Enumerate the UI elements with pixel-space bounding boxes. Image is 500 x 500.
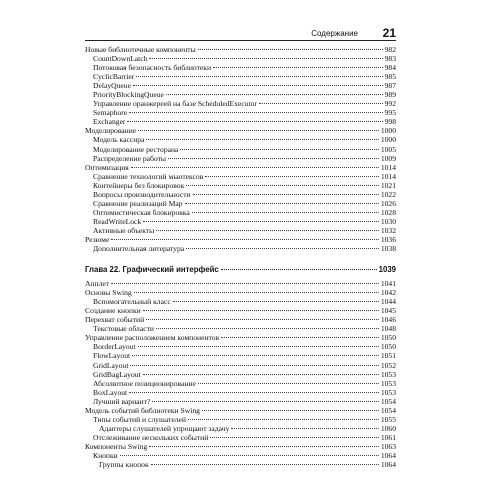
dot-leader — [166, 94, 383, 95]
dot-leader — [152, 401, 379, 402]
toc-entry-page: 1044 — [380, 297, 396, 307]
toc-entry-title: Распределение работы — [93, 153, 167, 163]
chapter-title: Глава 22. Графический интерфейс — [85, 265, 219, 275]
toc-entry-page: 1048 — [380, 324, 396, 334]
toc-entry-page: 989 — [384, 90, 396, 100]
toc-entry-page: 983 — [384, 54, 396, 64]
toc-entry — [85, 324, 396, 333]
dot-leader — [111, 239, 378, 240]
toc-entry-title: Сравнение реализаций Map — [93, 198, 183, 208]
toc-entry — [85, 63, 396, 72]
toc-entry — [85, 208, 396, 217]
dot-leader — [130, 365, 378, 366]
toc-entry-page: 1005 — [380, 144, 396, 154]
toc-entry-page: 1054 — [380, 405, 396, 415]
toc-entry-page: 1022 — [380, 189, 396, 199]
chapter-page: 1039 — [378, 265, 396, 275]
toc-entry-page: 1051 — [380, 351, 396, 361]
dot-leader — [129, 112, 382, 113]
table-of-contents — [85, 45, 396, 469]
toc-entry-title: Дополнительная литература — [93, 244, 185, 254]
toc-entry — [85, 90, 396, 99]
dot-leader — [143, 310, 379, 311]
dot-leader — [151, 464, 379, 465]
dot-leader — [231, 428, 378, 429]
dot-leader — [138, 130, 379, 131]
toc-entry-page: 987 — [384, 81, 396, 91]
toc-entry — [85, 342, 396, 351]
toc-entry — [85, 460, 396, 469]
dot-leader — [136, 76, 382, 77]
toc-entry-title: Активные объекты — [93, 225, 155, 235]
toc-entry-title: GridBagLayout — [93, 369, 141, 379]
toc-entry-page: 1064 — [380, 460, 396, 470]
dot-leader — [210, 437, 379, 438]
toc-entry — [85, 315, 396, 324]
toc-entry-page: 998 — [384, 117, 396, 127]
toc-entry-title: Оптимизация — [85, 162, 129, 172]
toc-entry-title: Вопросы производительности — [93, 189, 191, 199]
toc-entry-title: ReadWriteLock — [93, 216, 142, 226]
toc-entry-page: 1064 — [380, 450, 396, 460]
toc-section-a — [85, 45, 396, 253]
dot-leader — [120, 455, 379, 456]
dot-leader — [198, 383, 379, 384]
toc-entry-title: Компоненты Swing — [85, 441, 148, 451]
dot-leader — [127, 121, 382, 122]
toc-entry-title: Создание кнопки — [85, 306, 141, 316]
toc-entry — [85, 190, 396, 199]
toc-entry-title: Exchanger — [93, 117, 126, 127]
toc-entry — [85, 99, 396, 108]
toc-entry-title: BorderLayout — [93, 342, 136, 352]
dot-leader — [259, 103, 383, 104]
toc-entry — [85, 288, 396, 297]
toc-entry-page: 1000 — [380, 135, 396, 145]
toc-entry-title: Сравнение технологий мьютексов — [93, 171, 204, 181]
dot-leader — [221, 337, 379, 338]
toc-entry-title: Оптимистическая блокировка — [93, 207, 190, 217]
dot-leader — [180, 149, 378, 150]
dot-leader — [185, 203, 379, 204]
toc-entry-title: Текстовые области — [93, 324, 154, 334]
toc-entry — [85, 135, 396, 144]
toc-entry — [85, 333, 396, 342]
toc-entry-title: Управление расположением компонентов — [85, 333, 220, 343]
toc-entry-page: 1014 — [380, 171, 396, 181]
toc-entry — [85, 424, 396, 433]
dot-leader — [134, 292, 379, 293]
toc-entry-title: GridLayout — [93, 360, 129, 370]
toc-entry-title: Модель событий библиотеки Swing — [85, 405, 200, 415]
dot-leader — [168, 158, 379, 159]
toc-entry-title: Резюме — [85, 234, 110, 244]
dot-leader — [193, 194, 379, 195]
toc-entry — [85, 415, 396, 424]
toc-section-b — [85, 279, 396, 469]
toc-entry-page: 1046 — [380, 315, 396, 325]
toc-entry-title: CountDownLatch — [93, 54, 148, 64]
toc-entry-title: Лучший вариант? — [93, 396, 151, 406]
toc-entry-page: 1055 — [380, 414, 396, 424]
toc-entry-title: Апплет — [85, 279, 110, 289]
dot-leader — [192, 212, 379, 213]
toc-entry-page: 1009 — [380, 153, 396, 163]
toc-entry-page: 1032 — [380, 225, 396, 235]
toc-entry — [85, 235, 396, 244]
dot-leader — [198, 49, 383, 50]
toc-entry-page: 992 — [384, 99, 396, 109]
toc-entry-page: 1000 — [380, 126, 396, 136]
dot-leader — [132, 355, 379, 356]
toc-entry-page: 982 — [384, 45, 396, 54]
toc-entry-page: 1038 — [380, 244, 396, 254]
dot-leader — [149, 58, 382, 59]
dot-leader — [186, 185, 379, 186]
dot-leader — [173, 301, 379, 302]
toc-entry-page: 1052 — [380, 360, 396, 370]
toc-entry-page: 1050 — [380, 342, 396, 352]
dot-leader — [146, 319, 379, 320]
page-number: 21 — [382, 26, 396, 40]
toc-entry — [85, 406, 396, 415]
dot-leader — [202, 410, 379, 411]
toc-entry-page: 1045 — [380, 306, 396, 316]
toc-entry — [85, 72, 396, 81]
toc-entry — [85, 54, 396, 63]
toc-entry — [85, 45, 396, 54]
toc-entry — [85, 226, 396, 235]
toc-entry — [85, 81, 396, 90]
toc-entry-title: BoxLayout — [93, 387, 128, 397]
toc-entry — [85, 145, 396, 154]
toc-entry-title: DelayQueue — [93, 81, 131, 91]
toc-entry-page: 1042 — [380, 288, 396, 298]
dot-leader — [156, 230, 379, 231]
toc-entry-page: 1021 — [380, 180, 396, 190]
toc-entry-title: Основы Swing — [85, 288, 132, 298]
toc-entry-title: Перехват событий — [85, 315, 145, 325]
toc-entry-page: 1030 — [380, 216, 396, 226]
toc-entry — [85, 279, 396, 288]
dot-leader — [111, 283, 379, 284]
toc-entry-page: 1026 — [380, 198, 396, 208]
dot-leader — [143, 221, 379, 222]
dot-leader — [149, 446, 379, 447]
toc-entry — [85, 117, 396, 126]
toc-entry — [85, 244, 396, 253]
toc-entry — [85, 397, 396, 406]
toc-entry — [85, 451, 396, 460]
toc-entry — [85, 351, 396, 360]
toc-entry — [85, 108, 396, 117]
toc-entry — [85, 172, 396, 181]
chapter-heading — [85, 263, 396, 277]
toc-entry-page: 1014 — [380, 162, 396, 172]
toc-entry-title: Вспомогательный класс — [93, 297, 171, 307]
toc-entry-title: Контейнеры без блокировок — [93, 180, 185, 190]
toc-entry-page: 995 — [384, 108, 396, 118]
toc-entry-page: 1061 — [380, 432, 396, 442]
dot-leader — [213, 67, 383, 68]
toc-entry-title: Модель кассира — [93, 135, 145, 145]
toc-entry-title: Абсолютное позиционирование — [93, 378, 196, 388]
toc-entry — [85, 217, 396, 226]
toc-entry-page: 1050 — [380, 333, 396, 343]
toc-entry-title: Отслеживание нескольких событий — [93, 432, 209, 442]
dot-leader — [131, 167, 379, 168]
toc-entry-title: Группы кнопок — [99, 460, 149, 470]
running-head-title: Содержание — [311, 29, 358, 38]
toc-entry-page: 1036 — [380, 234, 396, 244]
toc-entry — [85, 433, 396, 442]
toc-entry-page: 1060 — [380, 423, 396, 433]
toc-entry-title: CyclicBarrier — [93, 72, 135, 82]
dot-leader — [143, 374, 379, 375]
toc-entry-page: 1053 — [380, 369, 396, 379]
toc-entry — [85, 306, 396, 315]
toc-entry-page: 1028 — [380, 207, 396, 217]
toc-entry-page: 1063 — [380, 441, 396, 451]
toc-entry-title: PriorityBlockingQueue — [93, 90, 164, 100]
toc-entry-title: Потоковая безопасность библиотеки — [93, 63, 212, 73]
toc-entry — [85, 388, 396, 397]
dot-leader — [146, 139, 378, 140]
toc-entry — [85, 361, 396, 370]
toc-entry-page: 1053 — [380, 387, 396, 397]
toc-entry-title: Новые библиотечные компоненты — [85, 45, 196, 54]
dot-leader — [129, 392, 379, 393]
toc-entry-title: Адаптеры слушателей упрощают задачу — [99, 423, 230, 433]
dot-leader — [138, 346, 379, 347]
toc-entry — [85, 442, 396, 451]
toc-entry — [85, 154, 396, 163]
toc-entry-title: Semaphore — [93, 108, 128, 118]
toc-entry-title: Моделирование ресторана — [93, 144, 179, 154]
toc-entry — [85, 379, 396, 388]
dot-leader — [133, 85, 383, 86]
toc-entry-page: 984 — [384, 63, 396, 73]
dot-leader — [205, 176, 379, 177]
dot-leader — [188, 419, 379, 420]
running-head — [85, 27, 396, 41]
toc-entry — [85, 126, 396, 135]
toc-entry-page: 1053 — [380, 378, 396, 388]
toc-entry — [85, 163, 396, 172]
toc-entry-title: FlowLayout — [93, 351, 131, 361]
toc-entry-title: Кнопки — [93, 450, 118, 460]
toc-entry — [85, 199, 396, 208]
toc-entry-page: 985 — [384, 72, 396, 82]
dot-leader — [156, 328, 379, 329]
header-rule — [85, 40, 396, 41]
toc-entry-title: Типы событий и слушателей — [93, 414, 186, 424]
toc-entry — [85, 370, 396, 379]
dot-leader — [186, 248, 379, 249]
dot-leader — [221, 269, 377, 270]
toc-entry — [85, 181, 396, 190]
toc-entry-title: Моделирование — [85, 126, 137, 136]
toc-entry-page: 1054 — [380, 396, 396, 406]
toc-entry-page: 1041 — [380, 279, 396, 289]
toc-entry — [85, 297, 396, 306]
toc-entry-title: Управление оранжереей на базе ScheduledExecutor — [93, 99, 257, 109]
